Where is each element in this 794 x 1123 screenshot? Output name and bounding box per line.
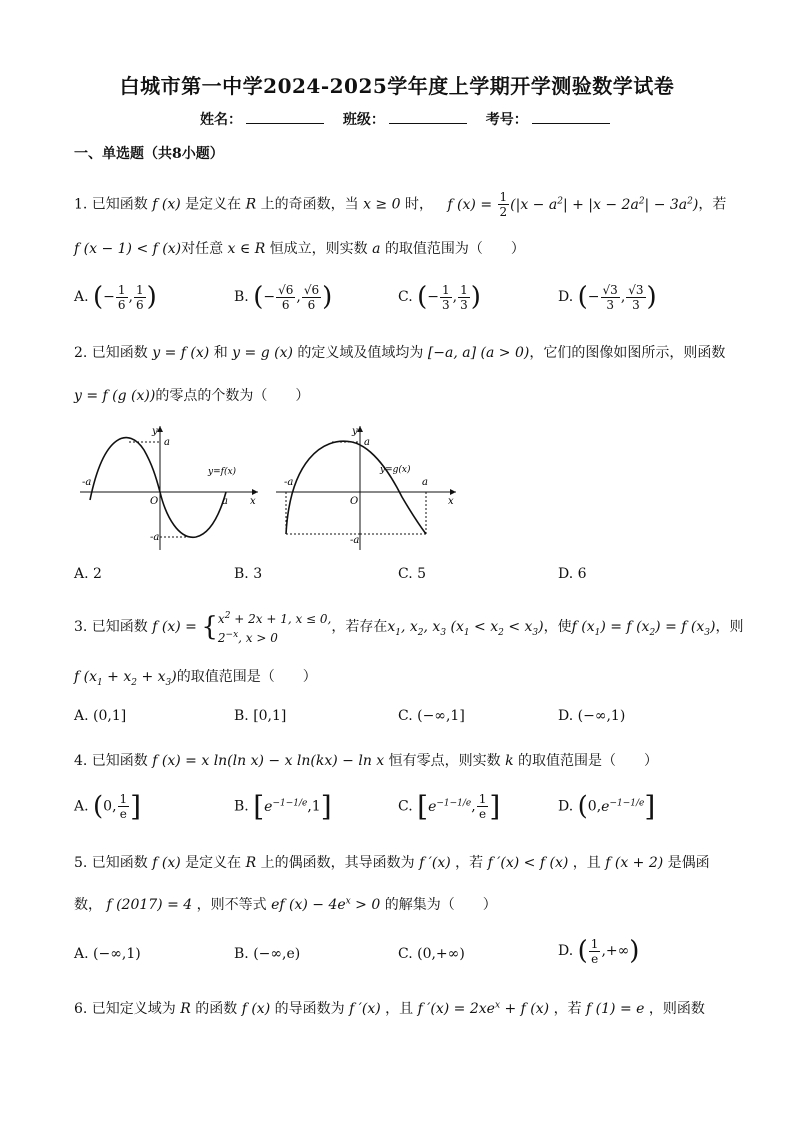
q3-line1: 3. 已知函数 f (x) = { $x^2 + 2x + 1$, x ≤ 0, $2^{-x}$, x > 0 ，若存在$x_1$, $x_2$, $x_3$ $(x_1 < x_2 < x_3)$，使f $(x_1) = f$ $(x_2) = f$ $(x_3)$，则 [74,611,744,645]
svg-text:y=f(x): y=f(x) [208,467,237,477]
exam-title: 白城市第一中学2024-2025学年度上学期开学测验数学试卷 [119,74,675,98]
q4-option-d[interactable]: D. $(0,e^{-1-1/e}]$ [558,790,656,823]
q2-option-a[interactable]: A. 2 [74,566,102,582]
q3-option-c[interactable]: C. (−∞,1] [398,708,465,724]
svg-text:y=g(x): y=g(x) [380,465,411,475]
section-heading: 一、单选题（共8小题） [74,146,224,162]
y-axis-arrow [357,426,363,432]
q5-option-b[interactable]: B. (−∞,e) [234,946,301,962]
x-axis-arrow [252,489,258,495]
q2-option-b[interactable]: B. 3 [234,566,263,582]
q3-option-b[interactable]: B. [0,1] [234,708,287,724]
class-blank[interactable] [389,111,467,124]
svg-text:-a: -a [82,477,92,488]
q3-option-d[interactable]: D. (−∞,1) [558,708,626,724]
svg-text:a: a [364,437,370,448]
svg-text:a: a [422,477,428,488]
student-info [200,109,624,129]
q1-line1: 1. 已知函数 f (x) 是定义在 R 上的奇函数，当 x ≥ 0 时， f (x) = $\frac{1}{2}$ $(|x - a^2| + |x - 2a^2| - 3a^2)$，若 [74,190,727,219]
svg-text:a: a [164,437,170,448]
graph-f [74,422,264,552]
q1-line2: f (x − 1) < f (x)对任意 x ∈ R 恒成立，则实数 a 的取值范围为（ ） [74,241,525,257]
x-axis-arrow [450,489,456,495]
svg-text:-a: -a [284,477,294,488]
svg-text:x: x [250,496,256,507]
q5-option-c[interactable]: C. (0,+∞) [398,946,465,962]
q4-option-b[interactable]: B. $[e^{-1-1/e},1]$ [234,790,332,823]
q2-option-d[interactable]: D. 6 [558,566,587,582]
svg-text:O: O [150,496,159,507]
svg-text:a: a [222,496,228,507]
q5-option-a[interactable]: A. (−∞,1) [74,946,141,962]
q2-line2: y = f (g (x))的零点的个数为（ ） [74,388,310,404]
q3-line2: f $(x_1 + x_2 + x_3)$的取值范围是（ ） [74,669,317,688]
q3-option-a[interactable]: A. (0,1] [74,708,127,724]
name-blank[interactable] [246,111,324,124]
q5-option-d[interactable]: D. ( $\frac{1}{e}$ ,+∞) [558,936,640,966]
q5-line2: 数， f (2017) = 4 ，则不等式 ef $(x) - 4e^x > 0$ 的解集为（ ） [74,896,497,913]
svg-text:x: x [448,496,454,507]
y-axis-arrow [157,426,163,432]
q4-option-c[interactable]: C. [$e^{-1-1/e}$, $\frac{1}{e}$ ] [398,790,501,823]
q4-line1: 4. 已知函数 f (x) = x ln(ln x) − x ln(kx) − ln x 恒有零点，则实数 k 的取值范围是（ ） [74,753,659,769]
svg-text:-a: -a [350,535,360,546]
f-curve [90,438,226,538]
q5-line1: 5. 已知函数 f (x) 是定义在 R 上的偶函数，其导函数为 f ′(x) ，若 f ′(x) < f (x) ，且 f (x + 2) 是偶函 [74,855,710,871]
graph-g [272,422,462,552]
q1-option-a[interactable]: A. (− $\frac{1}{6}$ , $\frac{1}{6}$ ) [74,282,157,312]
q6-line1: 6. 已知定义域为 R 的函数 f (x) 的导函数为 f ′(x) ，且 f $'(x) = 2xe^x + f$ (x) ，若 f (1) = e ，则函数 [74,1000,705,1017]
g-curve [286,441,426,534]
id-label: 考号： [485,112,528,128]
svg-text:-a: -a [150,532,160,543]
svg-text:O: O [350,496,359,507]
q1-option-d[interactable]: D. (− $\frac{√3}{3}$ , $\frac{√3}{3}$ ) [558,282,657,312]
q1-option-b[interactable]: B. (− $\frac{√6}{6}$ , $\frac{√6}{6}$ ) [234,282,333,312]
svg-text:y: y [352,426,358,437]
q2-option-c[interactable]: C. 5 [398,566,427,582]
q1-option-c[interactable]: C. (− $\frac{1}{3}$ , $\frac{1}{3}$ ) [398,282,481,312]
name-label: 姓名： [200,112,242,128]
id-blank[interactable] [532,111,610,124]
q4-option-a[interactable]: A. (0, $\frac{1}{e}$ ] [74,790,142,823]
svg-text:y: y [152,426,158,437]
q2-line1: 2. 已知函数 y = f (x) 和 y = g (x) 的定义域及值域均为 [−a, a] (a > 0)，它们的图像如图所示，则函数 [74,345,726,361]
class-label: 班级： [342,112,385,128]
